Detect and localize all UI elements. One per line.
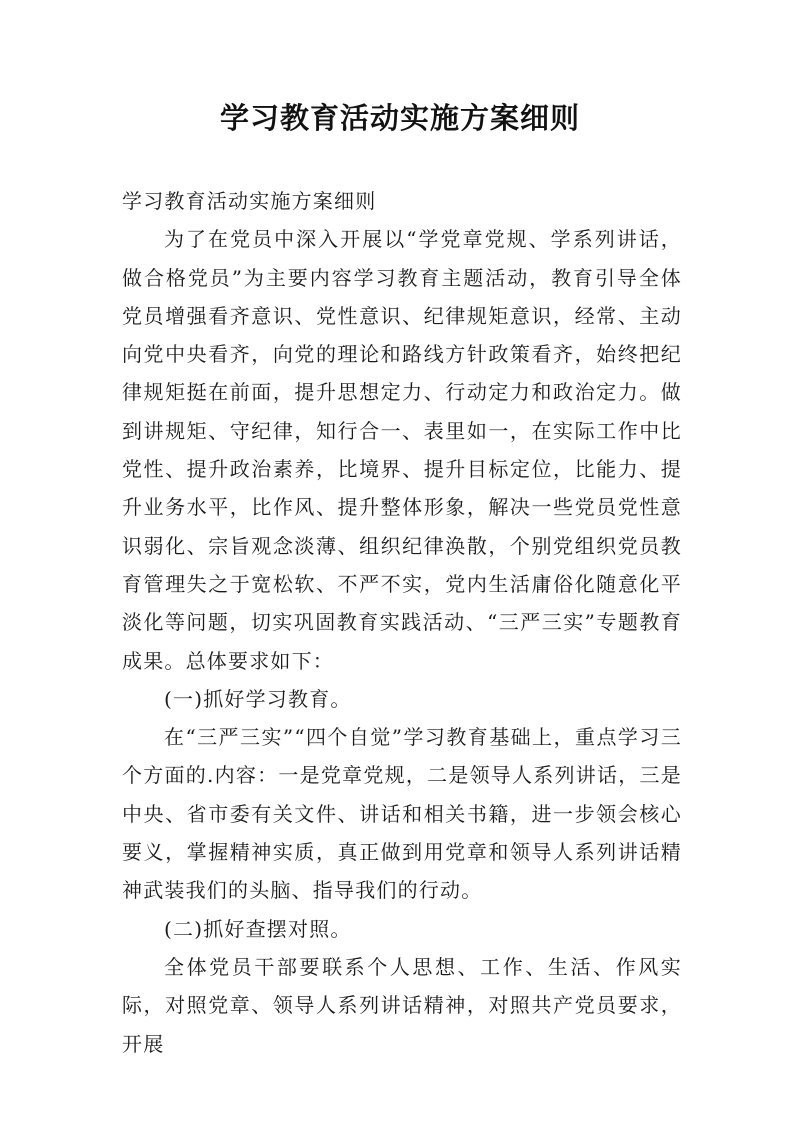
document-subtitle: 学习教育活动实施方案细则 <box>122 189 377 213</box>
section-heading-1: (一)抓好学习教育。 <box>164 686 352 711</box>
section-heading-2: (二)抓好查摆对照。 <box>164 916 352 941</box>
paragraph-review: 全体党员干部要联系个人思想、工作、生活、作风实际，对照党章、领导人系列讲话精神，对照共产党员要求，开展 <box>122 954 682 1056</box>
document-body <box>122 182 682 1063</box>
paragraph-study: 在“三严三实”“四个自觉”学习教育基础上，重点学习三个方面的.内容：一是党章党规，二是领导人系列讲话，三是中央、省市委有关文件、讲话和相关书籍，进一步领会核心要义，掌握精神实质，真正做到用党章和领导人系列讲话精神武装我们的头脑、指导我们的行动。 <box>122 725 682 903</box>
paragraph-intro: 为了在党员中深入开展以“学党章党规、学系列讲话，做合格党员”为主要内容学习教育主题活动，教育引导全体党员增强看齐意识、党性意识、纪律规矩意识，经常、主动向党中央看齐，向党的理论和路线方针政策看齐，始终把纪律规矩挺在前面，提升思想定力、行动定力和政治定力。做到讲规矩、守纪律，知行合一、表里如一，在实际工作中比党性、提升政治素养，比境界、提升目标定位，比能力、提升业务水平，比作风、提升整体形象，解决一些党员党性意识弱化、宗旨观念淡薄、组织纪律涣散，个别党组织党员教育管理失之于宽松软、不严不实，党内生活庸俗化随意化平淡化等问题，切实巩固教育实践活动、“三严三实”专题教育成果。总体要求如下： <box>122 227 682 673</box>
document-title: 学习教育活动实施方案细则 <box>219 101 580 135</box>
